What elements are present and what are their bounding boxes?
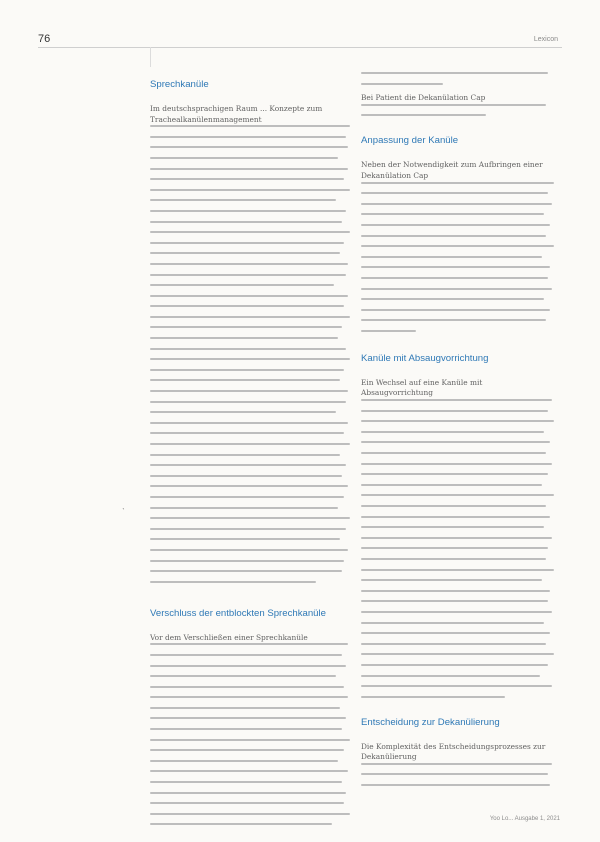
text-line [361, 203, 552, 205]
section-verschluss-text [150, 633, 352, 826]
text-line [361, 114, 486, 116]
text-line [361, 420, 554, 422]
text-line [150, 760, 338, 762]
text-line [361, 763, 552, 765]
text-line [361, 399, 552, 401]
heading-sprechkanuele: Sprechkanüle [150, 79, 209, 90]
text-line [150, 707, 340, 709]
text-line [150, 252, 340, 254]
section-absaugvorrichtung-snippet: Ein Wechsel auf eine Kanüle mit Absaugvorrichtung [361, 377, 483, 398]
text-line [361, 773, 548, 775]
text-line [150, 305, 344, 307]
text-line [150, 570, 342, 572]
text-line [150, 654, 342, 656]
text-line [150, 231, 350, 233]
text-line [361, 224, 550, 226]
text-line [150, 813, 350, 815]
text-line [150, 517, 350, 519]
section-sprechkanuele-text [150, 104, 352, 583]
right-top-text [361, 72, 556, 116]
text-line [361, 643, 546, 645]
footer-publication: Yoo Lo... Ausgabe 1, 2021 [489, 816, 560, 822]
text-line [150, 284, 334, 286]
text-line [150, 221, 342, 223]
text-line [361, 622, 544, 624]
text-line [361, 104, 546, 106]
text-line [361, 516, 550, 518]
text-line [150, 538, 340, 540]
text-line [361, 288, 552, 290]
section-anpassung-snippet: Neben der Notwendigkeit zum Aufbringen einer Dekanülation Cap [361, 160, 543, 180]
text-line [361, 547, 548, 549]
section-anpassung-text [361, 160, 556, 332]
text-line [150, 326, 342, 328]
text-line [361, 537, 552, 539]
header-rule-vertical [150, 47, 151, 67]
text-line [361, 319, 546, 321]
text-line [150, 792, 346, 794]
text-line [361, 72, 548, 74]
text-line [150, 390, 348, 392]
text-line [150, 485, 348, 487]
text-line [361, 83, 443, 85]
text-line [150, 379, 340, 381]
text-line [361, 235, 546, 237]
text-line [361, 526, 544, 528]
text-line [150, 358, 350, 360]
text-line [150, 337, 338, 339]
text-line [150, 507, 338, 509]
text-line [150, 295, 348, 297]
text-line [150, 528, 346, 530]
text-line [150, 316, 350, 318]
text-line [361, 632, 550, 634]
text-line [150, 549, 348, 551]
text-line [150, 157, 338, 159]
text-line [361, 505, 546, 507]
page-number: 76 [38, 33, 51, 45]
text-line [150, 560, 344, 562]
text-line [361, 266, 550, 268]
text-line [150, 454, 340, 456]
text-line [361, 298, 544, 300]
text-line [150, 643, 348, 645]
text-line [150, 781, 342, 783]
text-line [361, 600, 548, 602]
text-line [361, 685, 552, 687]
text-line [361, 484, 542, 486]
section-verschluss-snippet: Vor dem Verschließen einer Sprechkanüle [150, 632, 308, 642]
text-line [150, 125, 350, 127]
text-line [150, 686, 344, 688]
text-line [150, 210, 346, 212]
text-line [361, 182, 554, 184]
section-absaugvorrichtung-text [361, 378, 556, 698]
text-line [150, 263, 348, 265]
text-line [361, 213, 544, 215]
text-line [361, 590, 550, 592]
text-line [150, 717, 346, 719]
text-line [150, 432, 344, 434]
text-line [150, 665, 346, 667]
text-line [150, 770, 348, 772]
text-line [150, 348, 346, 350]
right-top-snippet: Bei Patient die Dekanülation Cap [361, 93, 486, 103]
text-line [150, 475, 342, 477]
text-line [150, 411, 336, 413]
text-line [361, 664, 548, 666]
text-line [361, 473, 548, 475]
text-line [361, 277, 548, 279]
text-line [150, 274, 346, 276]
text-line [361, 452, 546, 454]
text-line [150, 178, 344, 180]
text-line [361, 330, 416, 332]
text-line [361, 309, 550, 311]
text-line [361, 245, 554, 247]
text-line [150, 443, 350, 445]
text-line [150, 696, 348, 698]
text-line [150, 581, 316, 583]
heading-entscheidung-zur-dekanuelierung: Entscheidung zur Dekanülierung [361, 716, 500, 728]
left-column [150, 78, 352, 834]
text-line [150, 802, 344, 804]
text-line [150, 464, 346, 466]
text-line [150, 749, 344, 751]
section-dekanuelierung-text [361, 742, 556, 786]
text-line [150, 168, 348, 170]
header-rule [38, 47, 562, 48]
text-line [361, 410, 548, 412]
text-line [150, 136, 346, 138]
text-line [150, 739, 350, 741]
heading-verschluss-entblockte-sprechkanuele: Verschluss der entblockten Sprechkanüle [150, 607, 326, 619]
text-line [150, 369, 344, 371]
text-line [361, 696, 505, 698]
text-line [361, 441, 550, 443]
text-line [361, 463, 552, 465]
heading-anpassung-der-kanuele: Anpassung der Kanüle [361, 135, 459, 147]
section-dekanuelierung-snippet: Die Komplexität des Entscheidungsprozesses zur Dekanülierung [361, 741, 546, 762]
text-line [150, 422, 348, 424]
text-line [361, 569, 554, 571]
text-line [150, 728, 342, 730]
text-line [150, 401, 346, 403]
text-line [150, 823, 332, 825]
scan-edge-mark: ` [122, 508, 126, 516]
text-line [361, 558, 546, 560]
right-column [361, 72, 556, 795]
text-line [150, 675, 336, 677]
text-line [361, 784, 550, 786]
text-line [150, 189, 350, 191]
text-line [361, 675, 540, 677]
text-line [361, 653, 554, 655]
text-line [361, 494, 554, 496]
text-line [150, 242, 344, 244]
text-line [150, 146, 348, 148]
text-line [361, 611, 552, 613]
text-line [361, 256, 542, 258]
heading-kanuele-mit-absaugvorrichtung: Kanüle mit Absaugvorrichtung [361, 352, 489, 364]
section-sprechkanuele-snippet: Im deutschsprachigen Raum ... Konzepte zum Trachealkanülenmanagement [150, 104, 323, 124]
text-line [150, 199, 336, 201]
text-line [361, 579, 542, 581]
running-head: Lexicon [533, 36, 558, 43]
text-line [361, 192, 548, 194]
text-line [150, 496, 344, 498]
text-line [361, 431, 544, 433]
